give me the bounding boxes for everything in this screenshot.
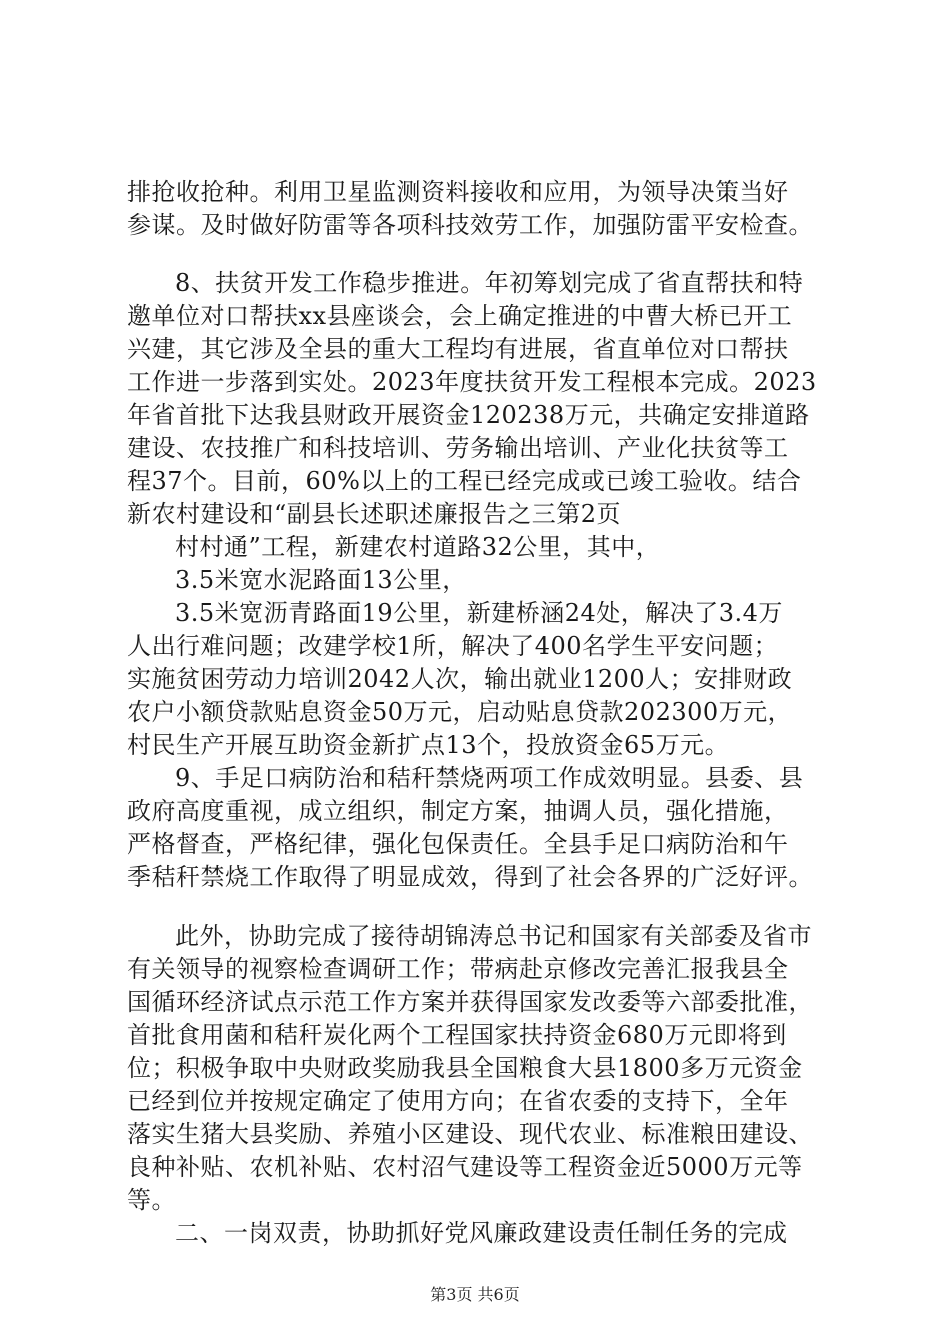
text-line: 二、一岗双责，协助抓好党风廉政建设责任制任务的完成: [175, 1219, 788, 1247]
text-line: 工作进一步落到实处。2023年度扶贫开发工程根本完成。2023: [127, 368, 817, 396]
text-line: 良种补贴、农机补贴、农村沼气建设等工程资金近5000万元等: [127, 1153, 803, 1181]
text-line: 兴建，其它涉及全县的重大工程均有进展，省直单位对口帮扶: [127, 335, 789, 363]
text-line: 参谋。及时做好防雷等各项科技效劳工作，加强防雷平安检查。: [127, 211, 813, 239]
page-footer: 第3页 共6页: [430, 1285, 520, 1304]
text-line: 政府高度重视，成立组织，制定方案，抽调人员，强化措施，: [127, 797, 789, 825]
text-line: 人出行难问题；改建学校1所，解决了400名学生平安问题；: [127, 632, 779, 660]
text-line: 9、手足口病防治和秸秆禁烧两项工作成效明显。县委、县: [175, 764, 804, 792]
text-line: 年省首批下达我县财政开展资金120238万元，共确定安排道路: [127, 401, 810, 429]
text-line: 新农村建设和“副县长述职述廉报告之三第2页: [127, 500, 622, 528]
text-line: 3.5米宽沥青路面19公里，新建桥涵24处，解决了3.4万: [175, 599, 783, 627]
text-line: 等。: [127, 1186, 176, 1214]
text-line: 8、扶贫开发工作稳步推进。年初筹划完成了省直帮扶和特: [175, 269, 804, 297]
text-line: 首批食用菌和秸秆炭化两个工程国家扶持资金680万元即将到: [127, 1021, 787, 1049]
text-line: 季秸秆禁烧工作取得了明显成效，得到了社会各界的广泛好评。: [127, 863, 813, 891]
text-line: 邀单位对口帮扶xx县座谈会，会上确定推进的中曹大桥已开工: [127, 302, 793, 330]
text-line: 落实生猪大县奖励、养殖小区建设、现代农业、标准粮田建设、: [127, 1120, 813, 1148]
text-line: 严格督查，严格纪律，强化包保责任。全县手足口病防治和午: [127, 830, 789, 858]
text-line: 村村通”工程，新建农村道路32公里，其中，: [175, 533, 661, 561]
text-line: 3.5米宽水泥路面13公里，: [175, 566, 467, 594]
text-line: 农户小额贷款贴息资金50万元，启动贴息贷款202300万元，: [127, 698, 793, 726]
text-line: 实施贫困劳动力培训2042人次，输出就业1200人；安排财政: [127, 665, 793, 693]
text-line: 有关领导的视察检查调研工作；带病赴京修改完善汇报我县全: [127, 955, 789, 983]
text-line: 排抢收抢种。利用卫星监测资料接收和应用，为领导决策当好: [127, 178, 789, 206]
text-line: 建设、农技推广和科技培训、劳务输出培训、产业化扶贫等工: [127, 434, 789, 462]
text-line: 程37个。目前，60%以上的工程已经完成或已竣工验收。结合: [127, 467, 802, 495]
text-line: 国循环经济试点示范工作方案并获得国家发改委等六部委批准，: [127, 988, 813, 1016]
text-line: 位；积极争取中央财政奖励我县全国粮食大县1800多万元资金: [127, 1054, 803, 1082]
text-line: 已经到位并按规定确定了使用方向；在省农委的支持下，全年: [127, 1087, 789, 1115]
text-line: 此外，协助完成了接待胡锦涛总书记和国家有关部委及省市: [175, 922, 812, 950]
text-line: 村民生产开展互助资金新扩点13个，投放资金65万元。: [127, 731, 730, 759]
